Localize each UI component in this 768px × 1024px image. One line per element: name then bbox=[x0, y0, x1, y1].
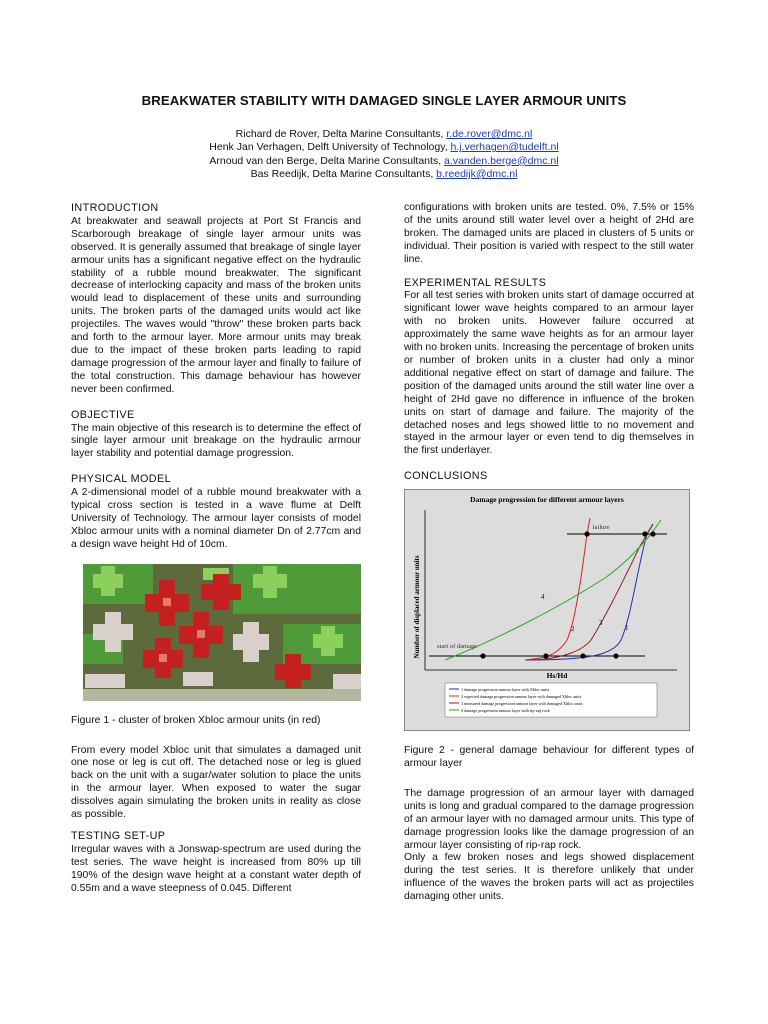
figure1-photo bbox=[83, 564, 361, 701]
failure-annotation: failure bbox=[592, 524, 610, 532]
testing-setup-text: Irregular waves with a Jonswap-spectrum are used during the test series. The wave height is increased from 80% up till 190% of the design wave height at a constant water depth of 0.55m and a wave steepness of 0.045. Different bbox=[71, 843, 361, 894]
testing-setup-continued-text: configurations with broken units are tested. 0%, 7.5% or 15% of the units around still water level over a height of 2Hd are broken. The damaged units are placed in clusters of 5 units or individual. Their position is varied with respect to the still water line. bbox=[404, 202, 694, 265]
chart-marker-point bbox=[584, 532, 589, 537]
author-line: Bas Reedijk, Delta Marine Consultants, b.reedijk@dmc.nl bbox=[250, 167, 518, 180]
start-of-damage-annotation: start of damage bbox=[437, 643, 478, 651]
conclusions-text-2: Only a few broken noses and legs showed displacement during the test series. It is therefore unlikely that under influence of the waves the broken parts will act as projectiles damaging other units. bbox=[404, 852, 694, 903]
curve-label-2: 2 bbox=[571, 625, 575, 634]
chart-legend bbox=[445, 683, 657, 717]
chart-y-axis-label: Number of displaced armour units bbox=[413, 555, 421, 659]
author-email-link[interactable]: a.vanden.berge@dmc.nl bbox=[444, 154, 559, 167]
section-heading-experimental-results: EXPERIMENTAL RESULTS bbox=[404, 276, 547, 289]
section-heading-testing-setup: TESTING SET-UP bbox=[71, 830, 166, 842]
author-line: Henk Jan Verhagen, Delft University of Technology, h.j.verhagen@tudelft.nl bbox=[209, 141, 559, 154]
paper-title: BREAKWATER STABILITY WITH DAMAGED SINGLE LAYER ARMOUR UNITS bbox=[141, 93, 627, 108]
chart-marker-point bbox=[480, 654, 485, 659]
figure2-caption: Figure 2 - general damage behaviour for different types of armour layer bbox=[404, 745, 694, 770]
section-heading-physical-model: PHYSICAL MODEL bbox=[71, 473, 171, 486]
legend-entry-2: 2 expected damage progression armour layer with damaged Xbloc units bbox=[461, 694, 582, 700]
objective-text: The main objective of this research is to determine the effect of single layer armour unit breakage on the hydraulic armour layer stability and potential damage progression. bbox=[71, 422, 361, 460]
author-line: Arnoud van den Berge, Delta Marine Consultants, a.vanden.berge@dmc.nl bbox=[209, 154, 559, 167]
author-email-link[interactable]: r.de.rover@dmc.nl bbox=[446, 128, 533, 140]
chart-marker-point bbox=[650, 532, 655, 537]
introduction-text: At breakwater and seawall projects at Port St Francis and Scarborough breakage of single layer armour units was observed. It is generally assumed that breakage of single layer armour units has a significant negative effect on the hydraulic stability of a rubble mound breakwater. The significant decrease of interlocking capacity and mass of the broken units would lead to displacement of these units and surrounding units. The broken parts of the damaged units would act like projectiles. The waves would "throw" these broken parts back and forth to the armour layer. More armour units may break due to the impact of these broken parts leading to rapid damage progression of the armour layer and finally to failure of the total construction. This damage behaviour has however never been confirmed. bbox=[71, 215, 361, 395]
author-list bbox=[0, 128, 768, 181]
curve-label-3: 3 bbox=[599, 619, 603, 628]
figure2-chart bbox=[404, 489, 690, 731]
legend-entry-1: 1 damage progression armour layer with Xbloc units bbox=[461, 687, 550, 693]
figure1-caption: Figure 1 - cluster of broken Xbloc armour units (in red) bbox=[71, 714, 321, 726]
chart-x-axis-label: Hs/Hd bbox=[546, 671, 568, 681]
model-description-text: From every model Xbloc unit that simulates a damaged unit one nose or leg is cut off. The detached nose or leg is glued back on the unit with a sugar/water solution to place the units in the armour layer. When exposed to water the sugar dissolves again simulating the broken units in reality as close as possible. bbox=[71, 744, 361, 821]
chart-marker-point bbox=[613, 654, 618, 659]
physical-model-text: A 2-dimensional model of a rubble mound breakwater with a typical cross section is tested in a wave flume at Delft University of Technology. The armour layer consists of model Xbloc armour units with a nominal diameter Dn of 2.77cm and a design wave height Hd of 10cm. bbox=[71, 487, 361, 550]
chart-marker-point bbox=[543, 654, 548, 659]
author-line: Richard de Rover, Delta Marine Consultants, r.de.rover@dmc.nl bbox=[235, 128, 533, 140]
section-heading-objective: OBJECTIVE bbox=[71, 408, 135, 421]
section-heading-conclusions: CONCLUSIONS bbox=[404, 470, 488, 483]
curve-label-1: 1 bbox=[625, 624, 629, 633]
section-heading-introduction: INTRODUCTION bbox=[71, 202, 159, 214]
curve-label-4: 4 bbox=[541, 593, 545, 602]
left-column bbox=[71, 202, 361, 896]
chart-title: Damage progression for different armour layers bbox=[470, 495, 624, 505]
conclusions-text-1: The damage progression of an armour layer with damaged units is long and gradual compared to the damage progression of an armour layer with no damaged armour units. This type of damage progression looks like the damage progression of an armour layer consisting of rip-rap rock. bbox=[404, 787, 694, 851]
right-column bbox=[404, 202, 694, 904]
legend-entry-4: 4 damage progression armour layer with rip-rap rock bbox=[461, 708, 550, 714]
experimental-results-text: For all test series with broken units start of damage occurred at significant lower wave heights compared to an armour layer with no broken units. However failure occurred at approximately the same wave heights as for an armour layer with no broken units. Increasing the percentage of broken units or number of broken units in a cluster had only a minor additional negative effect on start of damage and failure. The position of the damaged units around the still water line over a height of 2Hd gave no difference in influence of the broken units on start of damage and failure. The majority of the detached noses and legs showed little to no movement and stayed in the armour layer or even tend to dig themselves in the first underlayer. bbox=[404, 290, 694, 457]
author-email-link[interactable]: b.reedijk@dmc.nl bbox=[436, 167, 518, 180]
author-email-link[interactable]: h.j.verhagen@tudelft.nl bbox=[450, 141, 559, 154]
legend-entry-3: 3 measured damage progression armour layer with damaged Xbloc units bbox=[461, 701, 583, 707]
chart-marker-point bbox=[642, 532, 647, 537]
chart-marker-point bbox=[580, 654, 585, 659]
